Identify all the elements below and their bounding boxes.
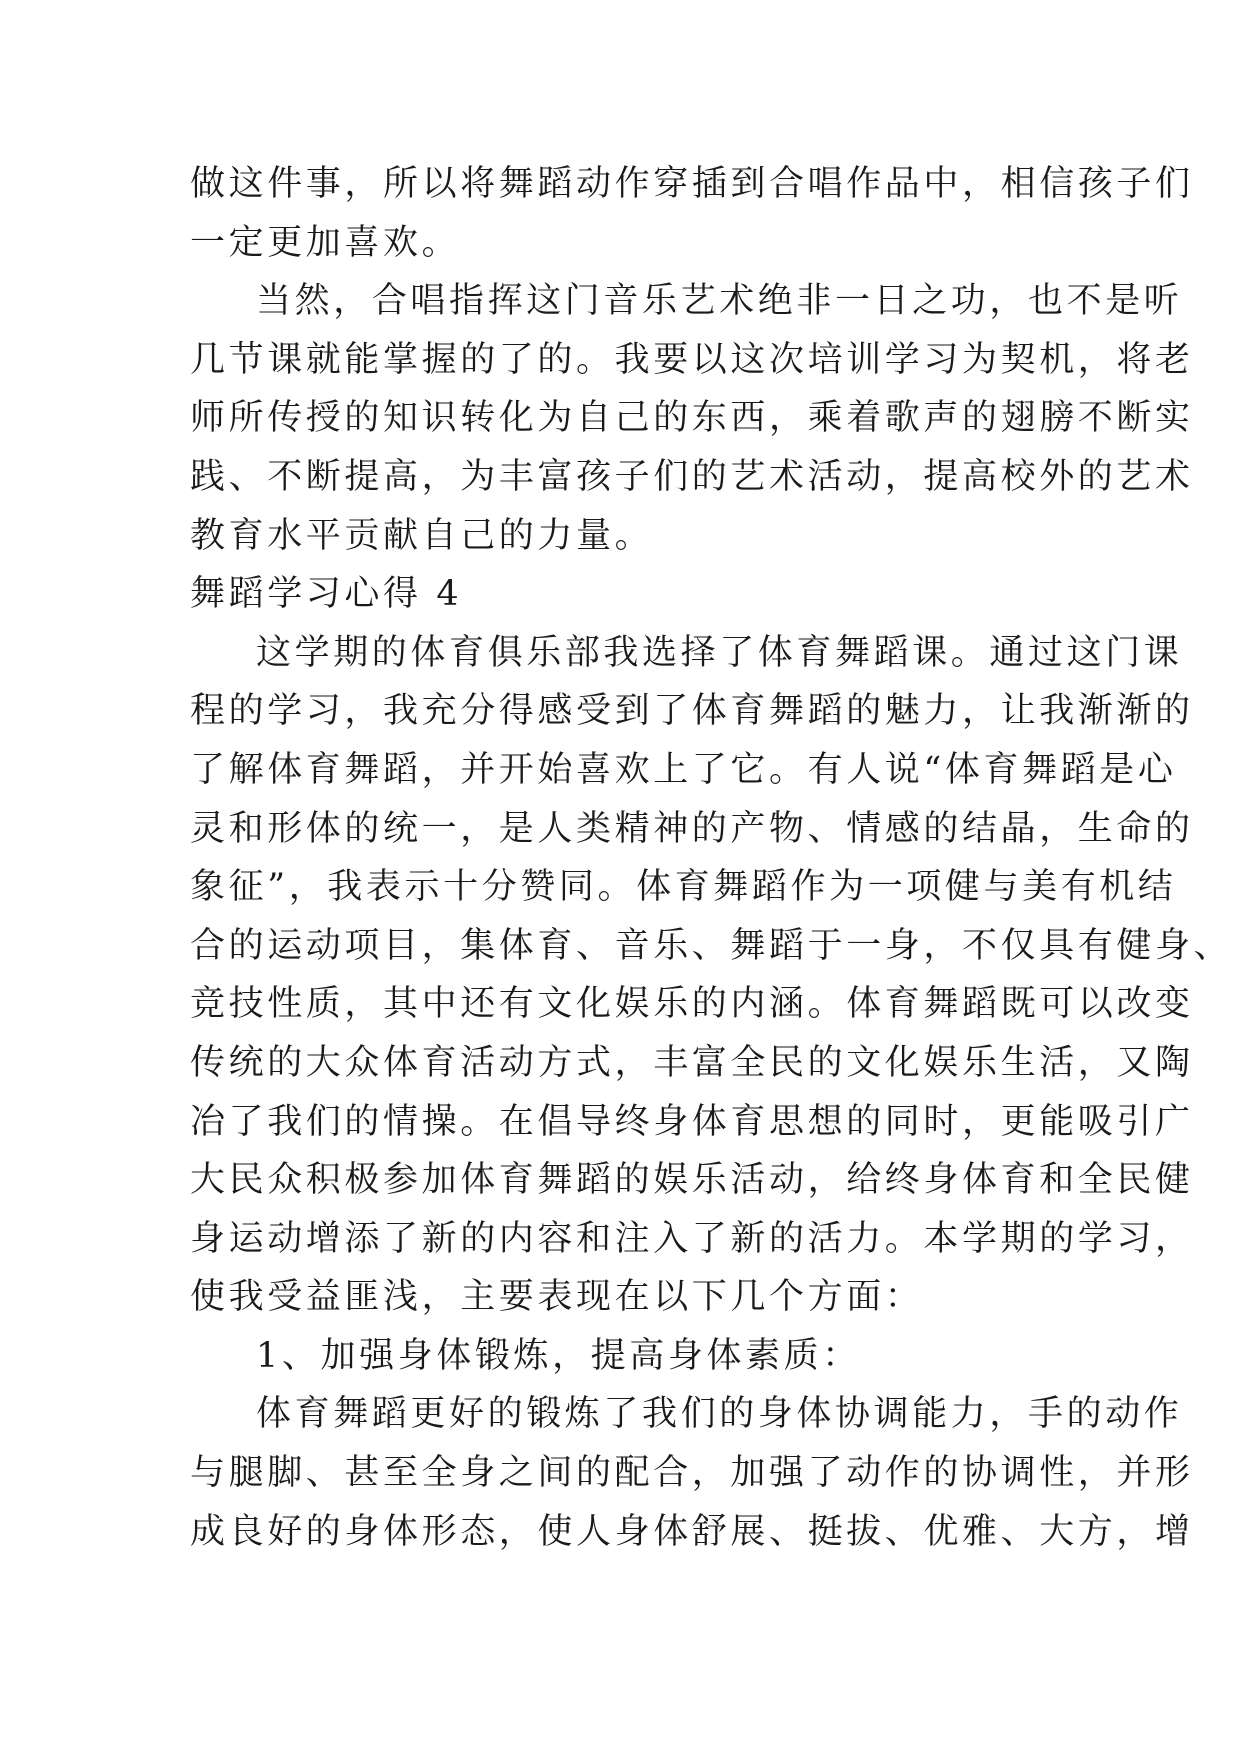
- text-line: 体育舞蹈更好的锻炼了我们的身体协调能力，手的动作: [256, 1394, 1183, 1435]
- text-line: 象征”，我表示十分赞同。体育舞蹈作为一项健与美有机结: [190, 867, 1177, 908]
- text-line: 程的学习，我充分得感受到了体育舞蹈的魅力，让我渐渐的: [190, 691, 1194, 732]
- text-line: 大民众积极参加体育舞蹈的娱乐活动，给终身体育和全民健: [190, 1160, 1194, 1201]
- text-line: 做这件事，所以将舞蹈动作穿插到合唱作品中，相信孩子们: [190, 164, 1194, 204]
- text-line: 践、不断提高，为丰富孩子们的艺术活动，提高校外的艺术: [190, 456, 1194, 497]
- text-line: 这学期的体育俱乐部我选择了体育舞蹈课。通过这门课: [256, 632, 1183, 673]
- text-line: 冶了我们的情操。在倡导终身体育思想的同时，更能吸引广: [190, 1101, 1194, 1142]
- text-line: 几节课就能掌握的了的。我要以这次培训学习为契机，将老: [190, 339, 1194, 380]
- text-line: 与腿脚、甚至全身之间的配合，加强了动作的协调性，并形: [190, 1453, 1194, 1494]
- text-line: 传统的大众体育活动方式，丰富全民的文化娱乐生活，又陶: [190, 1042, 1194, 1083]
- text-line: 了解体育舞蹈，并开始喜欢上了它。有人说“体育舞蹈是心: [190, 749, 1177, 790]
- text-line: 身运动增添了新的内容和注入了新的活力。本学期的学习，: [190, 1218, 1194, 1259]
- text-line: 竞技性质，其中还有文化娱乐的内涵。体育舞蹈既可以改变: [190, 984, 1194, 1025]
- text-line: 一定更加喜欢。: [190, 222, 461, 263]
- text-line: 当然，合唱指挥这门音乐艺术绝非一日之功，也不是听: [256, 281, 1183, 322]
- text-line: 教育水平贡献自己的力量。: [190, 515, 654, 556]
- text-line: 成良好的身体形态，使人身体舒展、挺拔、优雅、大方，增: [190, 1511, 1194, 1552]
- text-line: 使我受益匪浅，主要表现在以下几个方面：: [190, 1277, 924, 1318]
- document-body: [190, 155, 1233, 1561]
- section-heading: 舞蹈学习心得 4: [190, 574, 463, 615]
- text-line: 灵和形体的统一，是人类精神的产物、情感的结晶，生命的: [190, 808, 1194, 849]
- text-line: 1、加强身体锻炼，提高身体素质：: [256, 1335, 861, 1376]
- text-line: 合的运动项目，集体育、音乐、舞蹈于一身，不仅具有健身、: [190, 925, 1233, 966]
- text-line: 师所传授的知识转化为自己的东西，乘着歌声的翅膀不断实: [190, 398, 1194, 439]
